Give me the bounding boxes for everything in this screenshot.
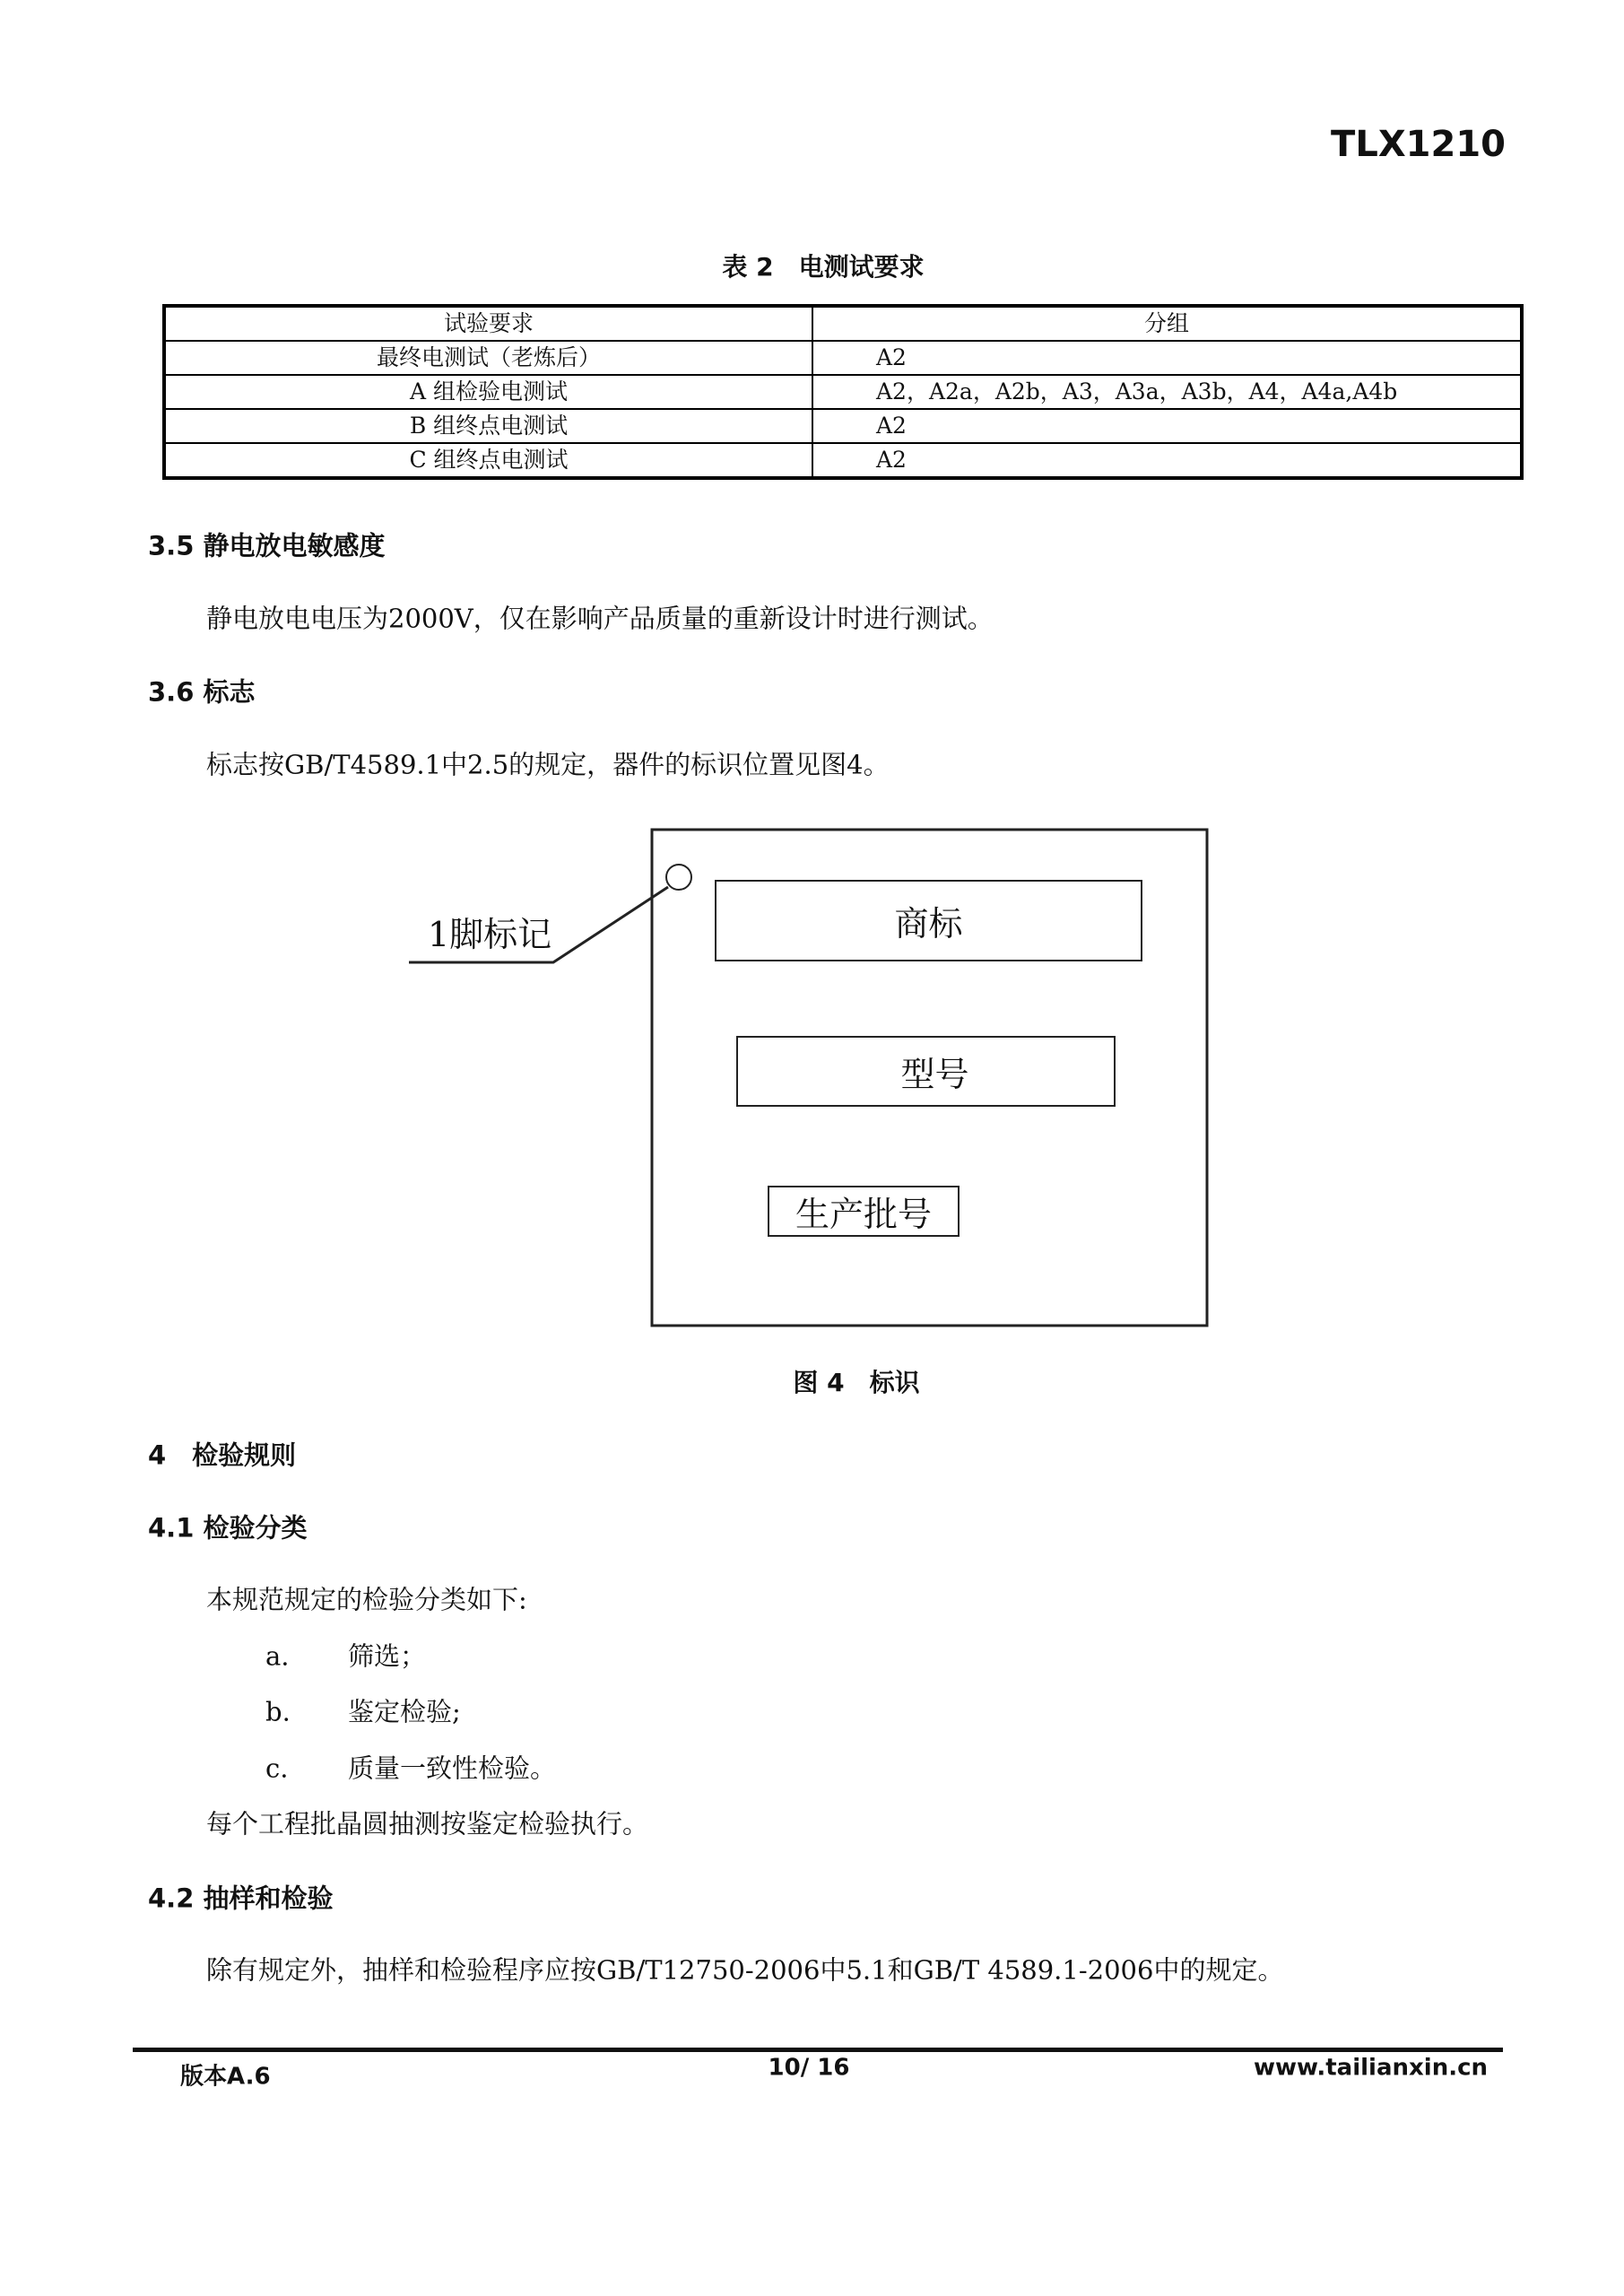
paragraph: 本规范规定的检验分类如下:: [206, 1584, 527, 1615]
document-code: TLX1210: [1331, 124, 1506, 165]
logo-label: 商标: [894, 904, 963, 944]
table-cell: A2: [812, 341, 1522, 375]
section-heading: 3.5 静电放电敏感度: [148, 530, 386, 561]
list-marker: c.: [265, 1752, 289, 1784]
table-cell: A2，A2a，A2b，A3，A3a，A3b，A4，A4a,A4b: [812, 375, 1522, 409]
section-heading: 3.6 标志: [148, 676, 256, 708]
list-item: 鉴定检验;: [348, 1696, 461, 1727]
model-box: [736, 1036, 1116, 1107]
batch-box: [768, 1186, 960, 1237]
paragraph: 静电放电电压为2000V，仅在影响产品质量的重新设计时进行测试。: [206, 603, 994, 634]
footer-rule: [133, 2048, 1503, 2052]
list-item: 筛选；: [348, 1640, 427, 1672]
table-cell: A2: [812, 443, 1522, 478]
column-header: 分组: [812, 306, 1522, 341]
batch-label: 生产批号: [795, 1195, 932, 1234]
table-cell: A 组检验电测试: [164, 375, 812, 409]
table-cell: B 组终点电测试: [164, 409, 812, 443]
model-label: 型号: [900, 1055, 969, 1094]
paragraph: 每个工程批晶圆抽测按鉴定检验执行。: [206, 1808, 649, 1839]
footer-website: www.tailianxin.cn: [1253, 2054, 1488, 2082]
footer-version: 版本A.6: [180, 2063, 271, 2091]
footer-page-number: 10/ 16: [768, 2054, 850, 2082]
column-header: 试验要求: [164, 306, 812, 341]
section-heading: 4.1 检验分类: [148, 1512, 308, 1544]
paragraph: 除有规定外，抽样和检验程序应按GB/T12750-2006中5.1和GB/T 4589.1-2006中的规定。: [206, 1954, 1284, 1986]
table-caption: 表 2 电测试要求: [722, 252, 925, 283]
figure-caption: 图 4 标识: [793, 1368, 920, 1398]
table-cell: 最终电测试（老炼后）: [164, 341, 812, 375]
table-cell: A2: [812, 409, 1522, 443]
pin1-label: 1脚标记: [428, 915, 552, 955]
section-heading: 4.2 抽样和检验: [148, 1883, 334, 1914]
section-heading: 4 检验规则: [148, 1439, 297, 1471]
list-item: 质量一致性检验。: [348, 1752, 557, 1784]
pin1-marker: [666, 865, 691, 890]
list-marker: a.: [265, 1640, 290, 1672]
list-marker: b.: [265, 1696, 291, 1727]
table-cell: C 组终点电测试: [164, 443, 812, 478]
paragraph: 标志按GB/T4589.1中2.5的规定，器件的标识位置见图4。: [206, 749, 890, 780]
logo-box: [715, 880, 1142, 961]
